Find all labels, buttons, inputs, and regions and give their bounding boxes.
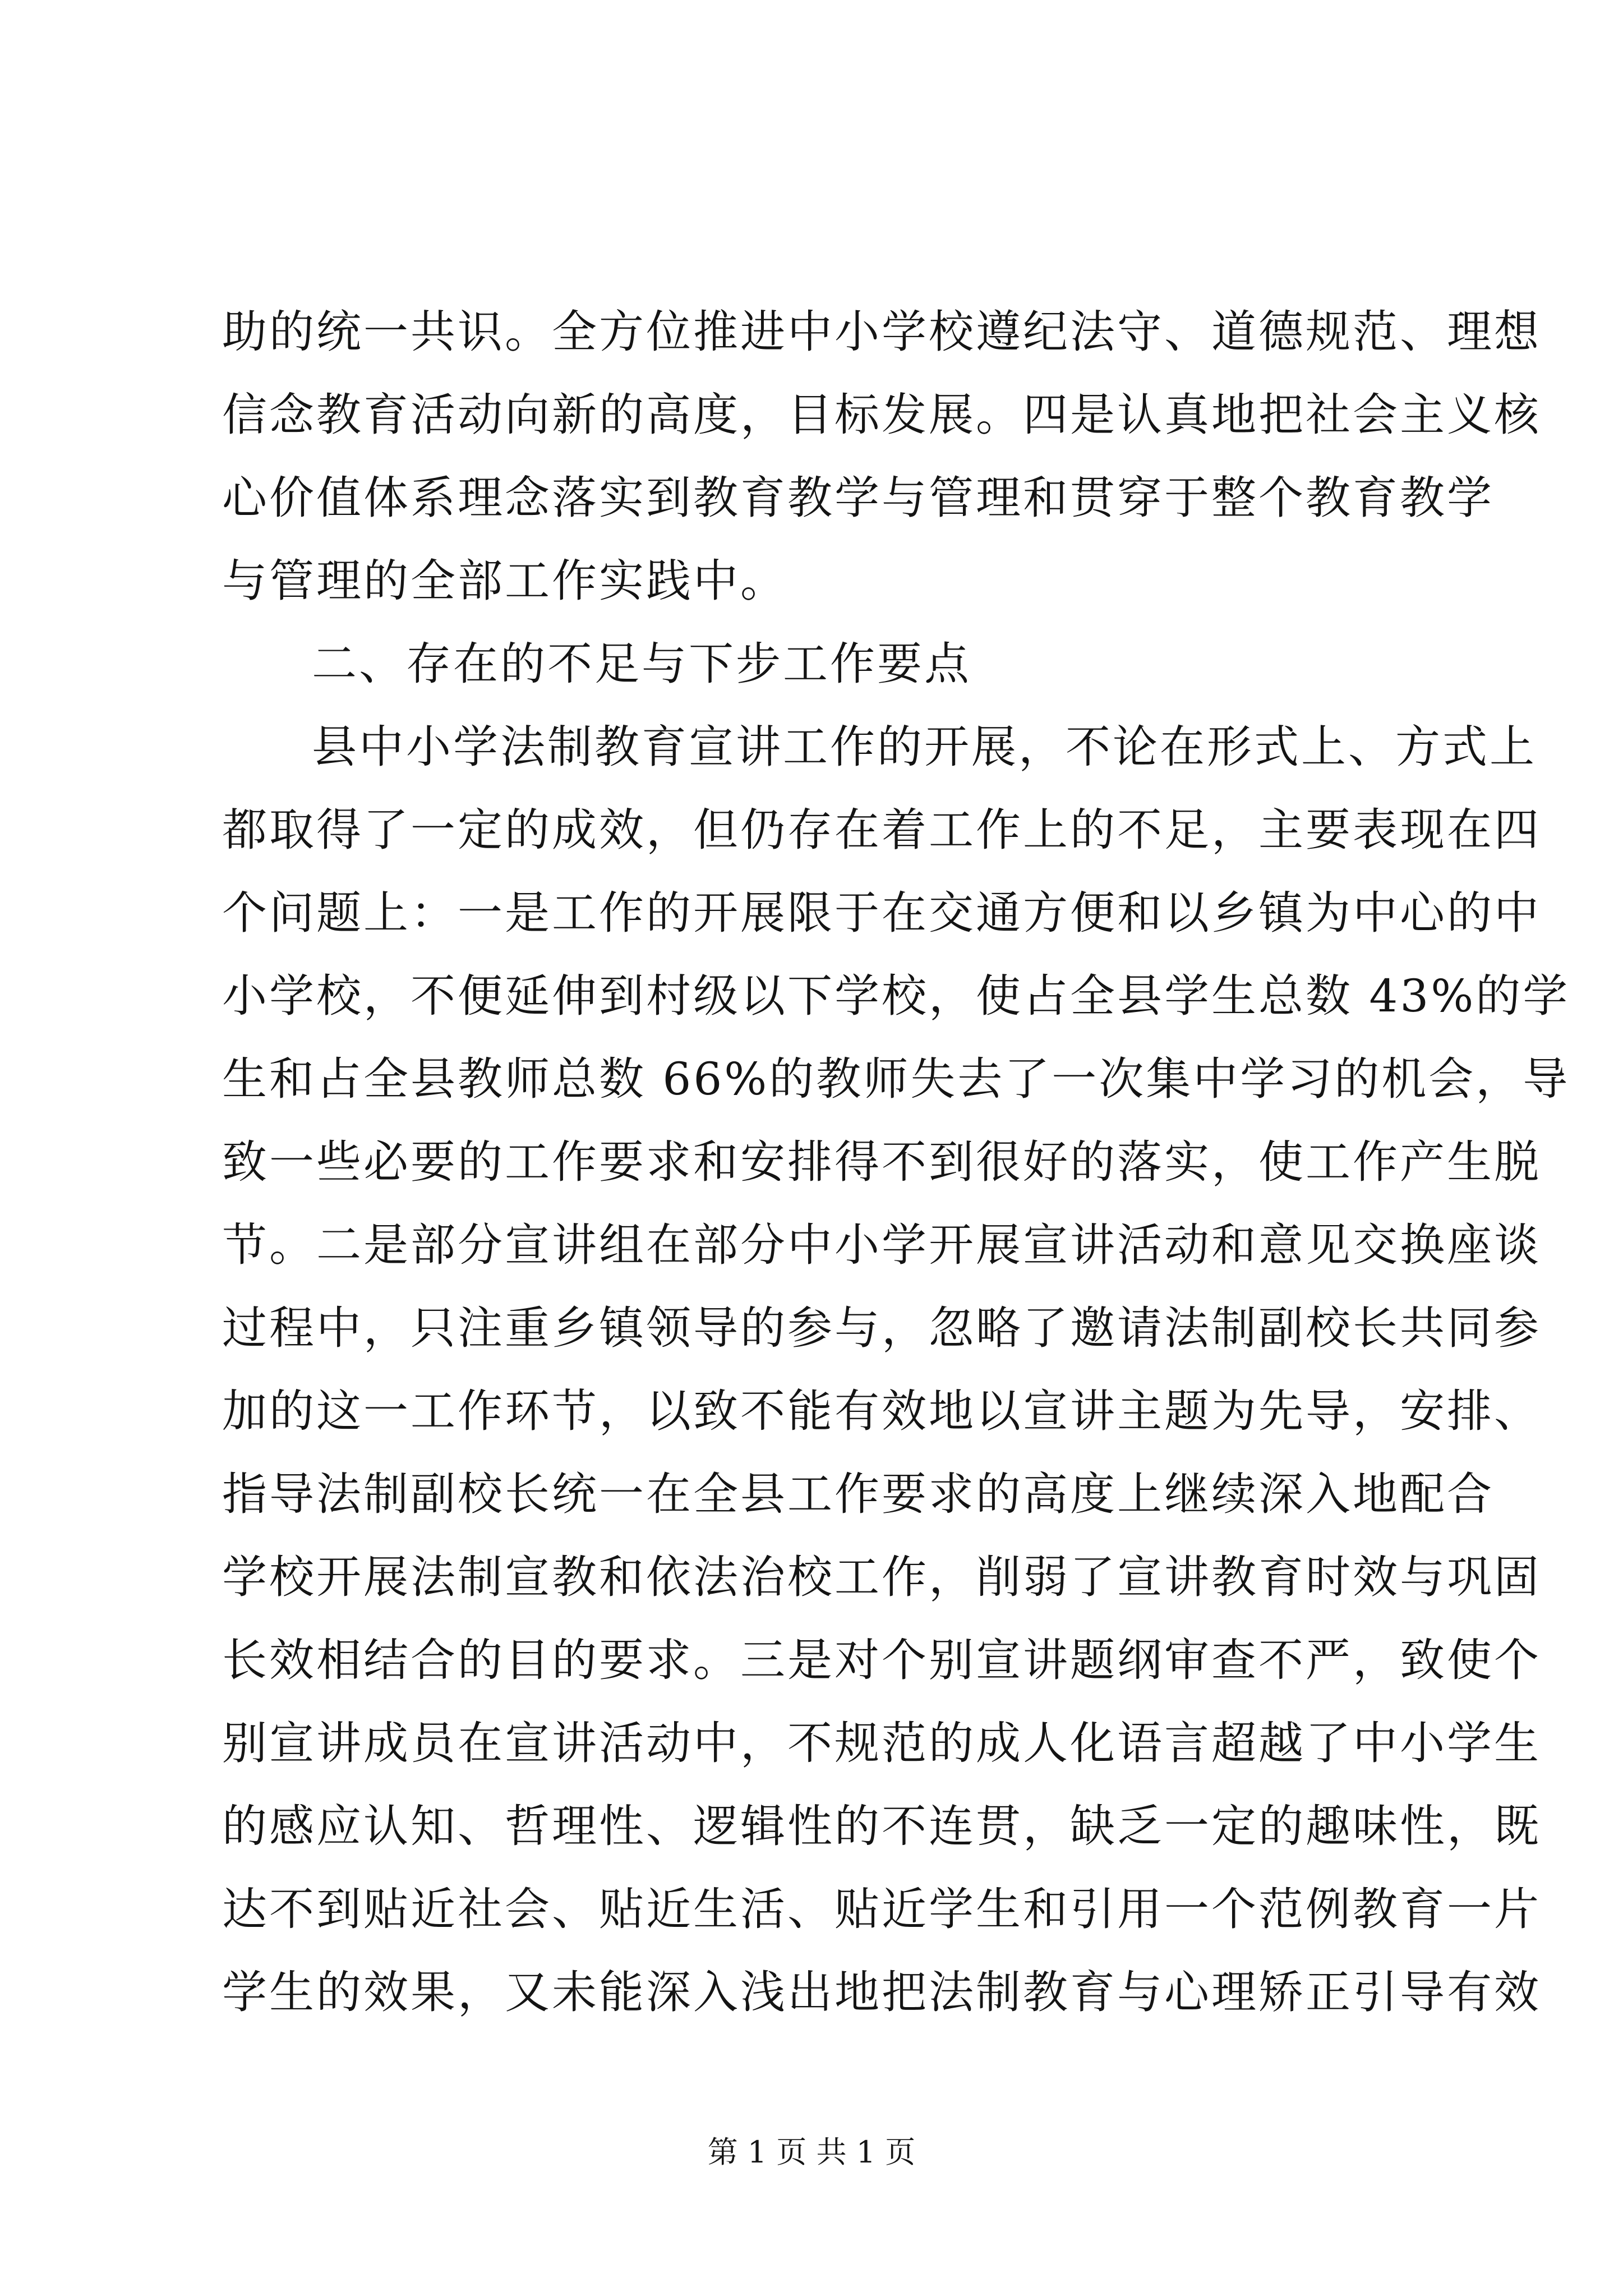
- text-line: 都取得了一定的成效，但仍存在着工作上的不足，主要表现在四: [222, 804, 1541, 856]
- text-line: 达不到贴近社会、贴近生活、贴近学生和引用一个范例教育一片: [222, 1883, 1541, 1935]
- text-line: 个问题上：一是工作的开展限于在交通方便和以乡镇为中心的中: [222, 887, 1541, 939]
- body-text: [222, 291, 1570, 2034]
- text-line: 县中小学法制教育宣讲工作的开展，不论在形式上、方式上: [312, 721, 1537, 773]
- text-line: 指导法制副校长统一在全县工作要求的高度上继续深入地配合: [222, 1468, 1494, 1520]
- text-line: 小学校，不便延伸到村级以下学校，使占全县学生总数 43%的学: [222, 970, 1570, 1022]
- text-line: 节。二是部分宣讲组在部分中小学开展宣讲活动和意见交换座谈: [222, 1219, 1541, 1271]
- text-line: 加的这一工作环节，以致不能有效地以宣讲主题为先导，安排、: [222, 1385, 1541, 1437]
- text-line: 生和占全县教师总数 66%的教师失去了一次集中学习的机会，导: [222, 1053, 1570, 1105]
- text-line: 学生的效果，又未能深入浅出地把法制教育与心理矫正引导有效: [222, 1966, 1541, 2018]
- text-line: 助的统一共识。全方位推进中小学校遵纪法守、道德规范、理想: [222, 306, 1541, 358]
- text-line: 别宣讲成员在宣讲活动中，不规范的成人化语言超越了中小学生: [222, 1717, 1541, 1769]
- section-heading: 二、存在的不足与下步工作要点: [312, 638, 971, 690]
- text-line: 与管理的全部工作实践中。: [222, 555, 787, 607]
- page-footer: 第 1 页 共 1 页: [707, 2134, 916, 2170]
- text-line: 致一些必要的工作要求和安排得不到很好的落实，使工作产生脱: [222, 1136, 1541, 1188]
- text-line: 学校开展法制宣教和依法治校工作，削弱了宣讲教育时效与巩固: [222, 1551, 1541, 1603]
- text-line: 过程中，只注重乡镇领导的参与，忽略了邀请法制副校长共同参: [222, 1302, 1541, 1354]
- text-line: 心价值体系理念落实到教育教学与管理和贯穿于整个教育教学: [222, 472, 1494, 524]
- text-line: 长效相结合的目的要求。三是对个别宣讲题纲审查不严，致使个: [222, 1634, 1541, 1686]
- text-line: 的感应认知、哲理性、逻辑性的不连贯，缺乏一定的趣味性，既: [222, 1800, 1541, 1852]
- text-line: 信念教育活动向新的高度，目标发展。四是认真地把社会主义核: [222, 389, 1541, 441]
